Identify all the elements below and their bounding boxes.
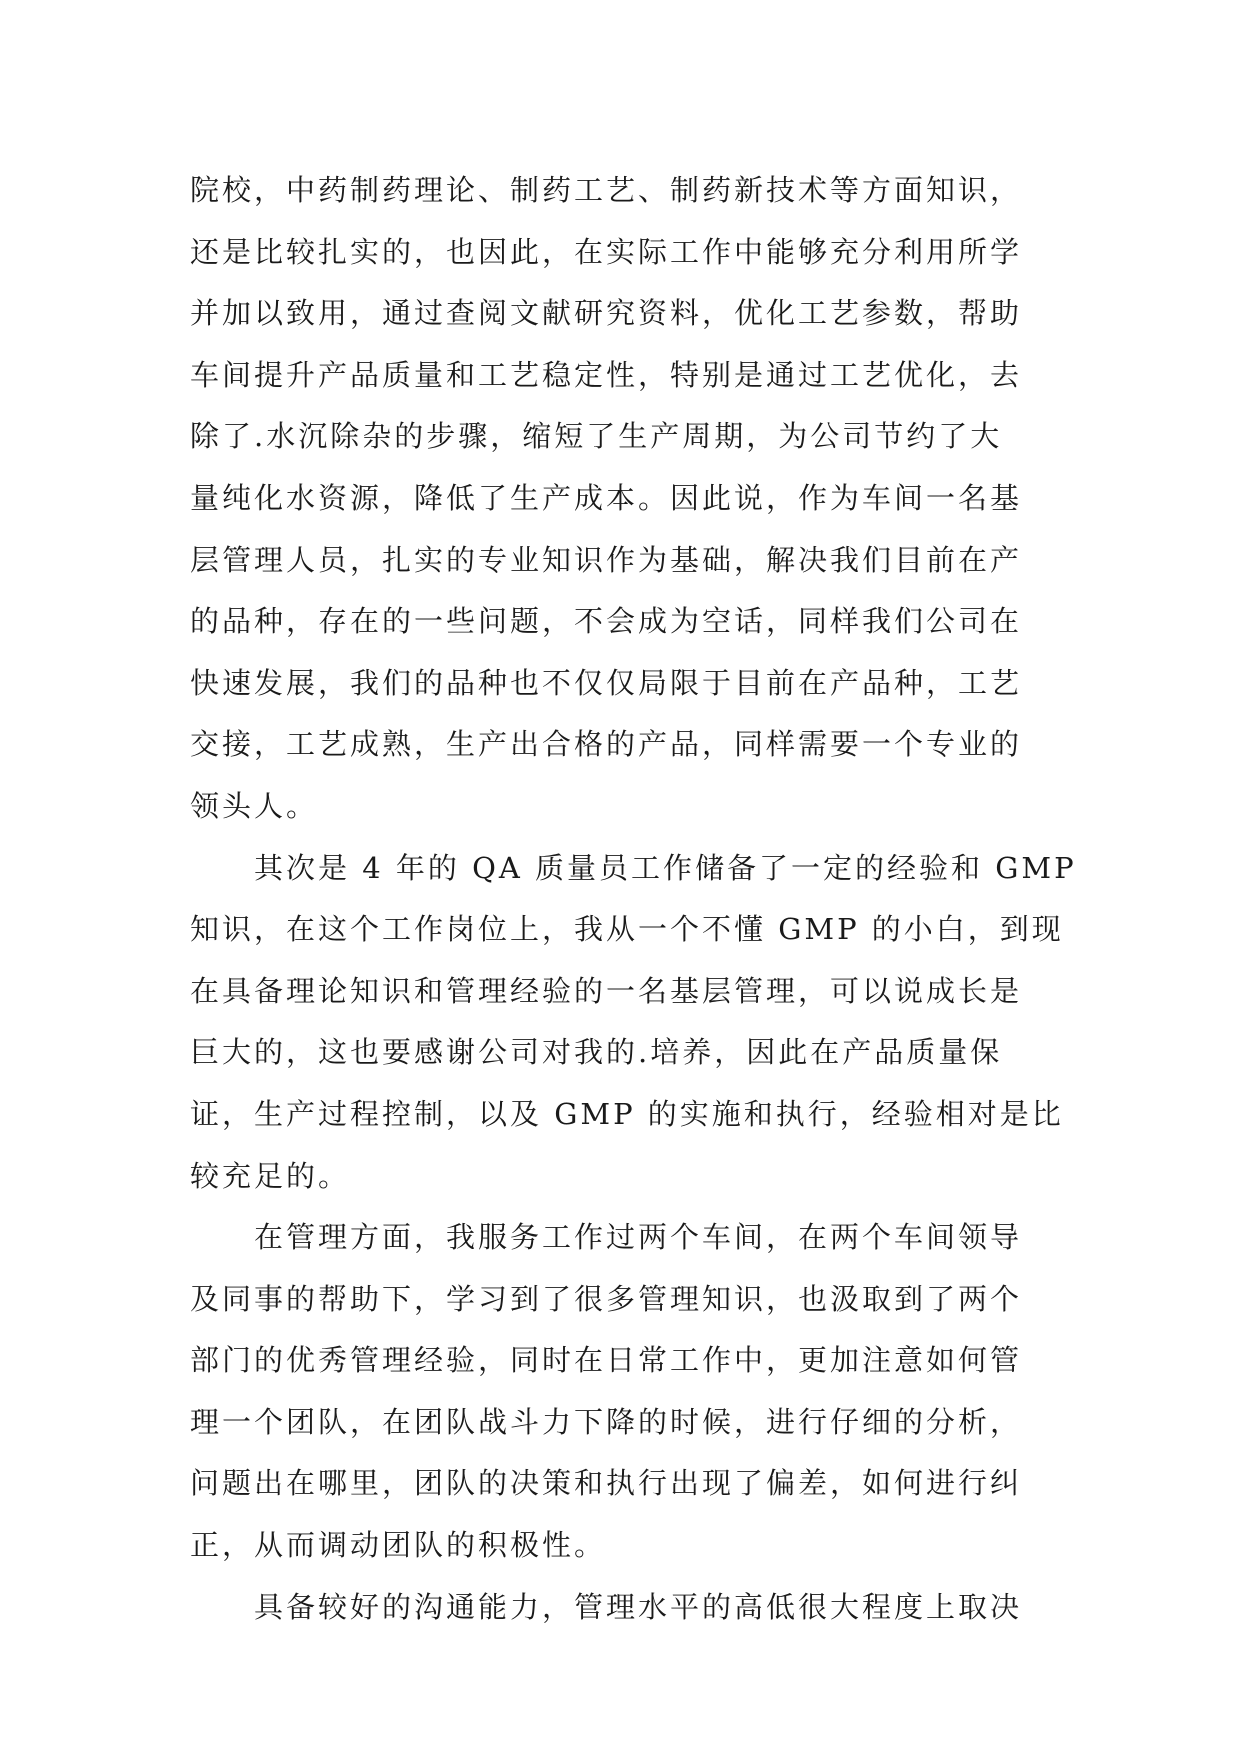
text-line: 领头人。 — [190, 788, 319, 823]
text-line: 并加以致用，通过查阅文献研究资料，优化工艺参数，帮助 — [190, 296, 1023, 331]
text-line: 证，生产过程控制，以及 GMP 的实施和执行，经验相对是比 — [190, 1096, 1064, 1131]
text-line: 及同事的帮助下，学习到了很多管理知识，也汲取到了两个 — [190, 1281, 1023, 1316]
text-line: 量纯化水资源，降低了生产成本。因此说，作为车间一名基 — [190, 480, 1023, 515]
text-line: 正，从而调动团队的积极性。 — [190, 1528, 607, 1563]
text-line: 问题出在哪里，团队的决策和执行出现了偏差，如何进行纠 — [190, 1466, 1023, 1501]
text-line: 还是比较扎实的，也因此，在实际工作中能够充分利用所学 — [190, 234, 1023, 269]
text-line: 理一个团队，在团队战斗力下降的时候，进行仔细的分析， — [190, 1404, 1023, 1439]
text-line: 知识，在这个工作岗位上，我从一个不懂 GMP 的小白，到现 — [190, 912, 1064, 947]
text-line: 在管理方面，我服务工作过两个车间，在两个车间领导 — [254, 1220, 1023, 1255]
text-line: 较充足的。 — [190, 1158, 351, 1193]
text-line: 其次是 4 年的 QA 质量员工作储备了一定的经验和 GMP — [254, 850, 1077, 885]
text-line: 巨大的，这也要感谢公司对我的.培养，因此在产品质量保 — [190, 1035, 1003, 1070]
text-line: 层管理人员，扎实的专业知识作为基础，解决我们目前在产 — [190, 542, 1023, 577]
text-line: 部门的优秀管理经验，同时在日常工作中，更加注意如何管 — [190, 1343, 1023, 1378]
text-line: 车间提升产品质量和工艺稳定性，特别是通过工艺优化，去 — [190, 357, 1023, 392]
text-line: 在具备理论知识和管理经验的一名基层管理，可以说成长是 — [190, 973, 1023, 1008]
text-line: 快速发展，我们的品种也不仅仅局限于目前在产品种，工艺 — [190, 665, 1023, 700]
body-text — [190, 160, 1077, 1638]
text-line: 交接，工艺成熟，生产出合格的产品，同样需要一个专业的 — [190, 727, 1023, 762]
text-line: 的品种，存在的一些问题，不会成为空话，同样我们公司在 — [190, 604, 1023, 639]
text-line: 具备较好的沟通能力，管理水平的高低很大程度上取决 — [254, 1589, 1023, 1624]
text-line: 院校，中药制药理论、制药工艺、制药新技术等方面知识， — [190, 173, 1023, 207]
text-line: 除了.水沉除杂的步骤，缩短了生产周期，为公司节约了大 — [190, 419, 1003, 454]
